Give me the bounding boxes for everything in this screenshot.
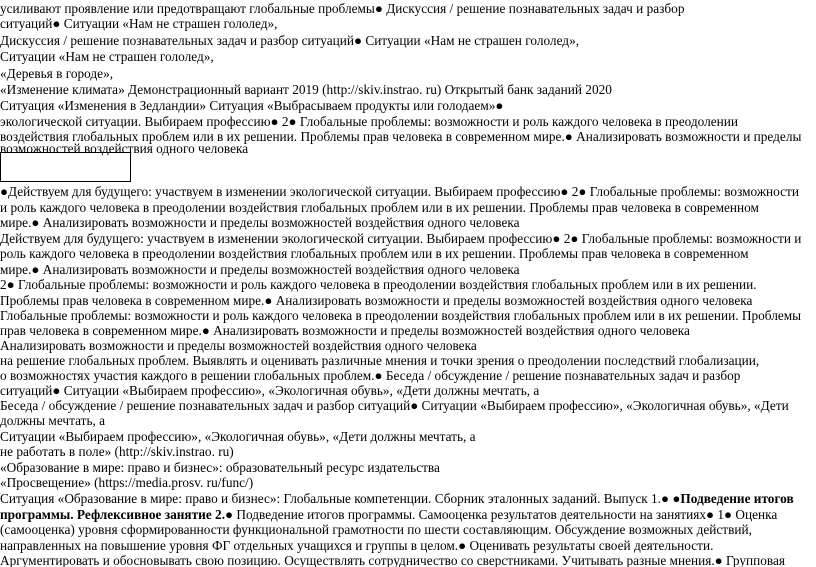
text-line: и роль каждого человека в преодолении воздействия глобальных проблем или в их решении. Проблемы прав человека в современном bbox=[0, 200, 759, 215]
text-line: направленных на повышение уровня ФГ отдельных учащихся и группы в целом.● Оценивать результаты своей деятельности. bbox=[0, 538, 714, 553]
text-line: воздействия глобальных проблем или в их решении. Проблемы прав человека в современном мире.● Анализировать возможности и пределы bbox=[0, 129, 802, 144]
text-line: мире.● Анализировать возможности и пределы возможностей воздействия одного человека bbox=[0, 262, 520, 277]
text-line: 2● Глобальные проблемы: возможности и роль каждого человека в преодолении воздействия глобальных проблем или в их решении. bbox=[0, 277, 757, 292]
text-line: (самооценка) уровня сформированности функциональной грамотности по шести составляющим. Обсуждение возможных действий, bbox=[0, 522, 752, 537]
text-line: «Образование в мире: право и бизнес»: образовательный ресурс издательства bbox=[0, 460, 440, 475]
text-line: прав человека в современном мире.● Анализировать возможности и пределы возможностей воздействия одного человека bbox=[0, 323, 690, 338]
text-line: Дискуссия / решение познавательных задач и разбор ситуаций● Ситуации «Нам не страшен гололед», bbox=[0, 33, 580, 48]
text-line: «Просвещение» (https://media.prosv. ru/func/) bbox=[0, 475, 254, 490]
text-line: Глобальные проблемы: возможности и роль каждого человека в преодолении воздействия глобальных проблем или в их решении. Проблемы bbox=[0, 308, 802, 323]
text-line: Проблемы прав человека в современном мире.● Анализировать возможности и пределы возможностей воздействия одного человека bbox=[0, 293, 753, 308]
text-line: мире.● Анализировать возможности и пределы возможностей воздействия одного человека bbox=[0, 215, 520, 230]
text-line: не работать в поле» (http://skiv.instrao. ru) bbox=[0, 444, 234, 459]
text-line: ситуаций● Ситуации «Выбираем профессию», «Экологичная обувь», «Дети должны мечтать, а bbox=[0, 383, 540, 398]
text-line: Аргументировать и обосновывать свою позицию. Осуществлять сотрудничество со сверстниками. Учитывать разные мнения.● Групповая bbox=[0, 553, 785, 567]
text-line: экологической ситуации. Выбираем профессию● 2● Глобальные проблемы: возможности и роль каждого человека в преодолении bbox=[0, 114, 738, 129]
text-line: возможностей воздействия одного человека bbox=[0, 141, 249, 156]
text-line: Беседа / обсуждение / решение познавательных задач и разбор ситуаций● Ситуации «Выбираем профессию», «Экологичная обувь», «Дети bbox=[0, 398, 789, 413]
text-run: Ситуация «Образование в мире: право и бизнес»: Глобальные компетенции. Сборник эталонных заданий. Выпуск 1.● ● bbox=[0, 491, 681, 506]
text-line: на решение глобальных проблем. Выявлять и оценивать различные мнения и точки зрения о преодолении последствий глобализации, bbox=[0, 353, 760, 368]
text-line: о возможностях участия каждого в решении глобальных проблем.● Беседа / обсуждение / решение познавательных задач и разбор bbox=[0, 368, 741, 383]
text-line: «Деревья в городе», bbox=[0, 66, 114, 81]
text-line: ●Действуем для будущего: участвуем в изменении экологической ситуации. Выбираем профессию● 2● Глобальные проблемы: возможности bbox=[0, 184, 799, 199]
bold-text: программы. Рефлексивное занятие 2. bbox=[0, 507, 226, 522]
text-line: Анализировать возможности и пределы возможностей воздействия одного человека bbox=[0, 338, 477, 353]
text-line: «Изменение климата» Демонстрационный вариант 2019 (http://skiv.instrao. ru) Открытый банк заданий 2020 bbox=[0, 82, 612, 97]
text-line: Ситуации «Нам не страшен гололед», bbox=[0, 49, 214, 64]
text-line: Ситуация «Изменения в Зедландии» Ситуация «Выбрасываем продукты или голодаем»● bbox=[0, 98, 504, 113]
text-line: усиливают проявление или предотвращают глобальные проблемы● Дискуссия / решение познавательных задач и разбор bbox=[0, 1, 685, 16]
text-line: ситуаций● Ситуации «Нам не страшен гололед», bbox=[0, 16, 278, 31]
text-line: должны мечтать, а bbox=[0, 413, 106, 428]
bold-text: Подведение итогов bbox=[680, 491, 794, 506]
text-line: роль каждого человека в преодолении воздействия глобальных проблем или в их решении. Проблемы прав человека в современном bbox=[0, 246, 749, 261]
text-run: ● Подведение итогов программы. Самооценка результатов деятельности на занятиях● 1● Оценка bbox=[225, 507, 778, 522]
text-line bbox=[0, 491, 812, 506]
empty-frame bbox=[0, 152, 131, 182]
text-line: Ситуации «Выбираем профессию», «Экологичная обувь», «Дети должны мечтать, а bbox=[0, 429, 476, 444]
text-line: Действуем для будущего: участвуем в изменении экологической ситуации. Выбираем профессию● 2● Глобальные проблемы: возможности и bbox=[0, 231, 802, 246]
text-line bbox=[0, 507, 812, 522]
